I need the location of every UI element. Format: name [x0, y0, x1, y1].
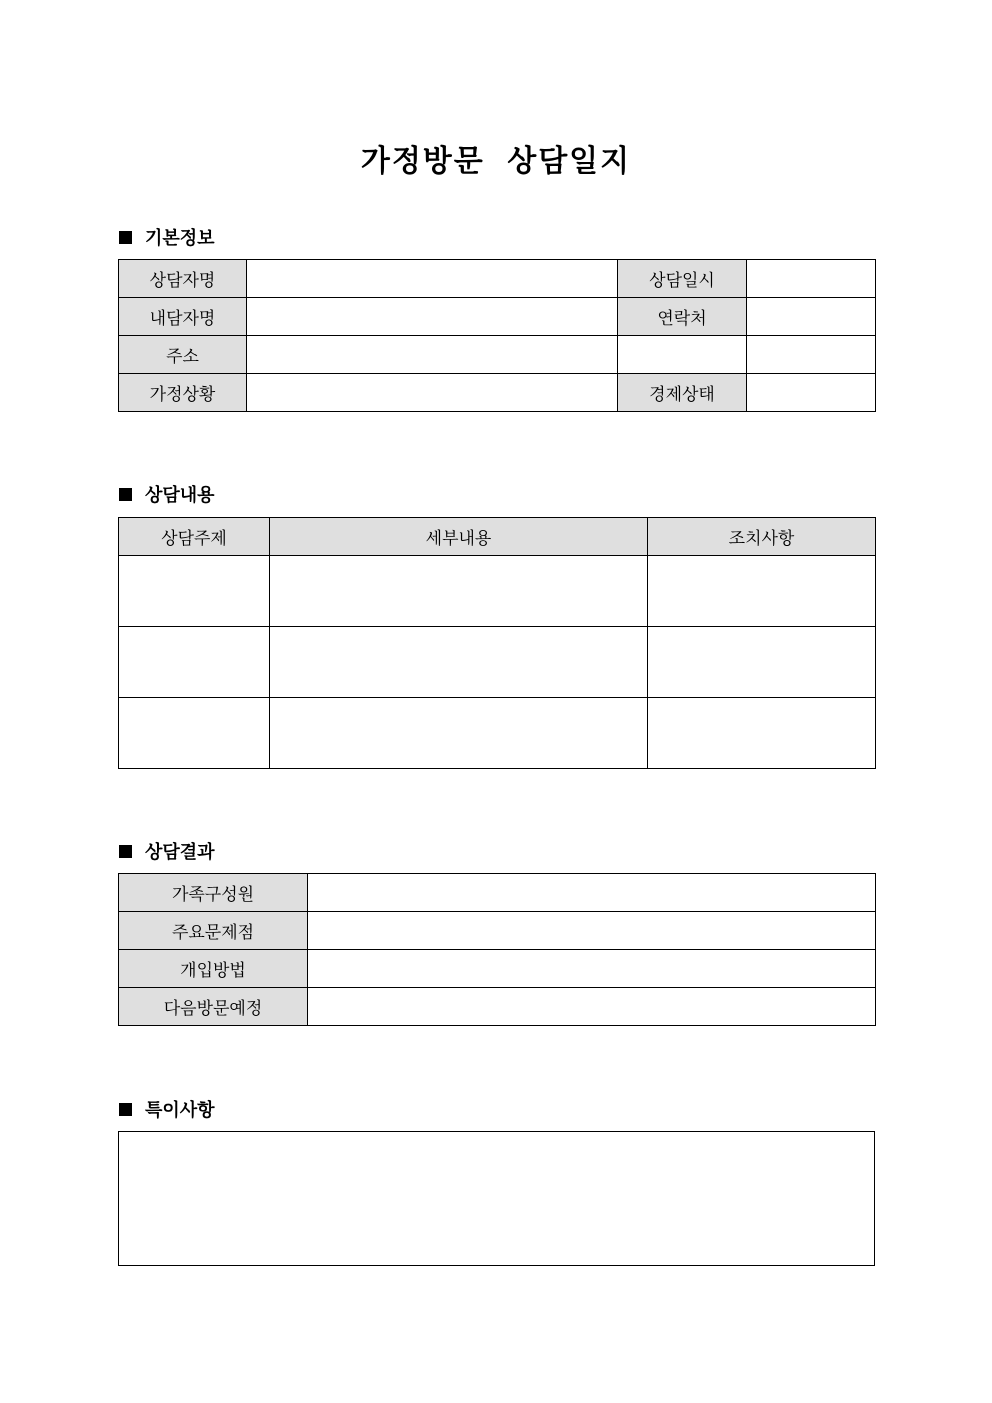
section-result-label: 상담결과 [145, 842, 215, 863]
actions-cell[interactable] [648, 698, 876, 769]
table-row [119, 698, 876, 769]
table-row [119, 298, 876, 336]
column-header-details: 세부내용 [270, 518, 648, 556]
main-issues-field[interactable] [308, 912, 876, 950]
notes-field[interactable] [118, 1131, 875, 1266]
table-row [119, 874, 876, 912]
document-title: 가정방문 상담일지 [360, 144, 632, 179]
section-result-heading [119, 838, 215, 864]
section-content-label: 상담내용 [145, 485, 215, 506]
family-situation-field[interactable] [247, 374, 618, 412]
address-extra-field-2[interactable] [747, 336, 876, 374]
table-row [119, 260, 876, 298]
topic-cell[interactable] [119, 556, 270, 627]
section-content-heading [119, 481, 215, 507]
counsel-result-table [118, 873, 876, 1026]
datetime-label: 상담일시 [618, 260, 747, 298]
square-bullet-icon [119, 488, 132, 501]
details-cell[interactable] [270, 556, 648, 627]
section-basic-info-label: 기본정보 [145, 228, 215, 249]
section-basic-info-heading [119, 224, 215, 250]
datetime-field[interactable] [747, 260, 876, 298]
column-header-actions: 조치사항 [648, 518, 876, 556]
basic-info-table [118, 259, 876, 412]
counselor-field[interactable] [247, 260, 618, 298]
details-cell[interactable] [270, 627, 648, 698]
next-visit-label: 다음방문예정 [119, 988, 308, 1026]
table-row [119, 912, 876, 950]
actions-cell[interactable] [648, 556, 876, 627]
intervention-field[interactable] [308, 950, 876, 988]
family-members-label: 가족구성원 [119, 874, 308, 912]
topic-cell[interactable] [119, 698, 270, 769]
address-label: 주소 [119, 336, 247, 374]
counsel-content-table [118, 517, 876, 769]
contact-label: 연락처 [618, 298, 747, 336]
family-members-field[interactable] [308, 874, 876, 912]
visitor-field[interactable] [247, 298, 618, 336]
contact-field[interactable] [747, 298, 876, 336]
table-row [119, 988, 876, 1026]
table-row [119, 556, 876, 627]
next-visit-field[interactable] [308, 988, 876, 1026]
economic-status-field[interactable] [747, 374, 876, 412]
table-row [119, 950, 876, 988]
column-header-topic: 상담주제 [119, 518, 270, 556]
table-row [119, 627, 876, 698]
topic-cell[interactable] [119, 627, 270, 698]
table-row [119, 374, 876, 412]
visitor-label: 내담자명 [119, 298, 247, 336]
square-bullet-icon [119, 231, 132, 244]
square-bullet-icon [119, 845, 132, 858]
section-notes-label: 특이사항 [145, 1100, 215, 1121]
address-field[interactable] [247, 336, 618, 374]
actions-cell[interactable] [648, 627, 876, 698]
main-issues-label: 주요문제점 [119, 912, 308, 950]
table-row [119, 336, 876, 374]
square-bullet-icon [119, 1103, 132, 1116]
address-extra-field[interactable] [618, 336, 747, 374]
section-notes-heading [119, 1096, 215, 1122]
economic-status-label: 경제상태 [618, 374, 747, 412]
table-header-row [119, 518, 876, 556]
counselor-label: 상담자명 [119, 260, 247, 298]
details-cell[interactable] [270, 698, 648, 769]
intervention-label: 개입방법 [119, 950, 308, 988]
family-situation-label: 가정상황 [119, 374, 247, 412]
